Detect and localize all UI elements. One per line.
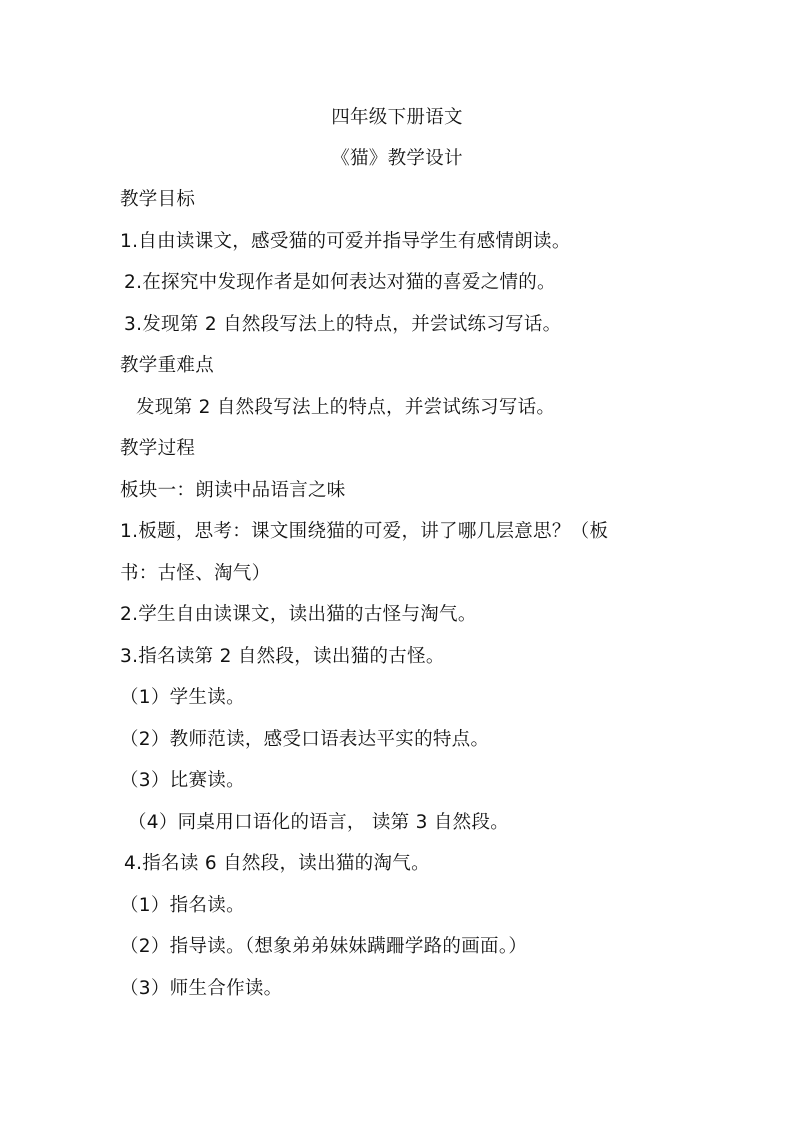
heading-objectives: 教学目标 (120, 189, 196, 210)
heading-process: 教学过程 (120, 438, 196, 459)
doc-subtitle: 《猫》教学设计 (331, 148, 463, 169)
step-line: 4.指名读 6 自然段，读出猫的淘气。 (124, 853, 430, 874)
step-line: 3.指名读第 2 自然段，读出猫的古怪。 (120, 646, 445, 667)
step-line: 书：古怪、淘气） (120, 563, 271, 584)
doc-title: 四年级下册语文 (331, 107, 463, 128)
objective-3: 3.发现第 2 自然段写法上的特点，并尝试练习写话。 (124, 314, 562, 335)
step-line: （1）指名读。 (120, 895, 245, 916)
step-line: （3）师生合作读。 (120, 978, 283, 999)
step-line: （2）指导读。（想象弟弟妹妹蹒跚学路的画面。） (120, 936, 528, 957)
step-line: （4）同桌用口语化的语言， 读第 3 自然段。 (128, 812, 510, 833)
step-line: （1）学生读。 (120, 687, 245, 708)
heading-key-points: 教学重难点 (120, 355, 215, 376)
key-point: 发现第 2 自然段写法上的特点，并尝试练习写话。 (136, 397, 556, 418)
step-line: （3）比赛读。 (120, 770, 245, 791)
step-line: 1.板题，思考：课文围绕猫的可爱，讲了哪几层意思？（板 (120, 521, 609, 542)
block-one-heading: 板块一：朗读中品语言之味 (120, 480, 346, 501)
step-line: 2.学生自由读课文，读出猫的古怪与淘气。 (120, 604, 477, 625)
objective-2: 2.在探究中发现作者是如何表达对猫的喜爱之情的。 (124, 272, 556, 293)
step-line: （2）教师范读，感受口语表达平实的特点。 (120, 729, 490, 750)
objective-1: 1.自由读课文，感受猫的可爱并指导学生有感情朗读。 (120, 231, 571, 252)
